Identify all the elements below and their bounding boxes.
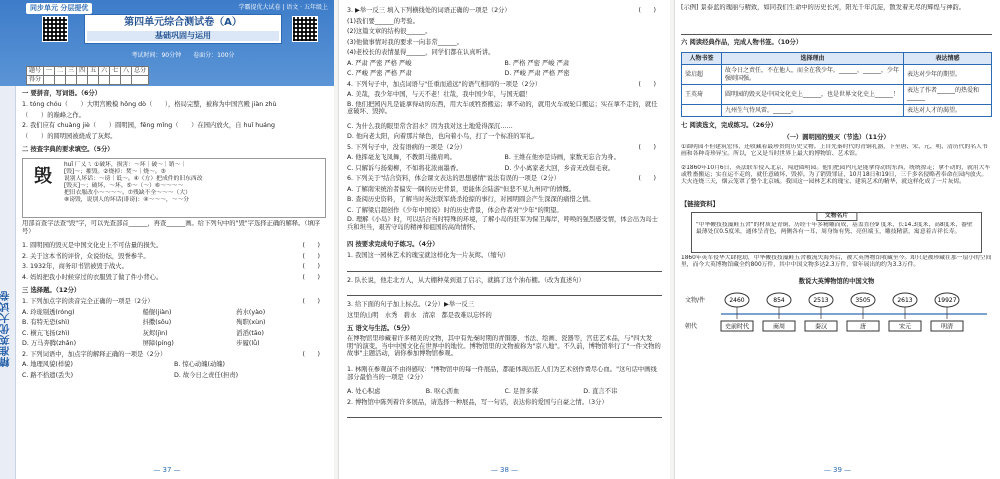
dictionary-entry: [64, 162, 322, 214]
question-line: [22, 350, 326, 361]
header-band: [0, 0, 334, 86]
item-text: 4. 妈妈把我小时候穿过的衣服毁了做了件小背心。: [22, 273, 163, 281]
table-row: [682, 65, 992, 85]
score-table: [26, 66, 149, 85]
option[interactable]: B. 有特无恐(shì): [22, 319, 70, 326]
score-cell: 总分: [132, 67, 149, 76]
option[interactable]: C. 为什么我的眼里常含泪水？因为我对这土地爱得深沉……: [347, 122, 513, 130]
page-37: [0, 0, 334, 479]
question-line: (1)我们要______的考验。: [347, 17, 419, 25]
chart-row-label: 朝代: [685, 322, 698, 330]
section-heading: [347, 323, 662, 335]
score-input[interactable]: [132, 76, 149, 85]
passage-text: 在博物馆里珍藏着许多精美的文物，其中有先秦时期的青铜器、书法、绘画、瓷器等，宫廷艺术品，与"四大发明"的演变。当中中国文化在世界中的地位。博物馆里的文物被称为"京八地"。不久前，博物馆举行了"一件文物的故事"主题活动，请你参加博物馆参观。: [347, 335, 661, 358]
chart-category-label: 宋元: [898, 323, 912, 331]
option[interactable]: A. 他挥毫龙飞凤舞，不教朗马搂肩鸣。: [347, 154, 456, 161]
option: 灰烬(jìn): [142, 329, 168, 337]
qr-code-icon: [42, 16, 68, 42]
artifact-chart: [681, 288, 993, 336]
section-title: 二 按查字典的要求填空。（5分）: [22, 146, 114, 154]
option[interactable]: B. 惊心动魄(动魄): [174, 361, 226, 368]
option: 屏障(píng): [142, 340, 174, 347]
section-heading: [22, 144, 326, 156]
section-title: 六 阅读经典作品，完成人物书签。（10分）: [681, 39, 803, 47]
option[interactable]: D. 直言不讳: [583, 388, 618, 395]
chart-value-label: 2460: [729, 296, 745, 304]
question-line: [22, 297, 326, 308]
option[interactable]: B. 王维在他亦是诗画，家数无忘合为身。: [504, 154, 620, 161]
chart-category-label: 唐: [859, 323, 867, 331]
table-row: [682, 84, 992, 104]
example-text: [示例] 景泰蓝的瑰丽与精致，如同我们生命中的历史长河，阳光千年沉淀，散发着无尽的辉煌与神韵。: [681, 4, 965, 11]
item-text: 2. 关于这本书的评价，众说纷纭，毁誉参半。: [22, 252, 150, 260]
role-name: 王英琦: [682, 84, 722, 104]
chart-category-label: 明清: [940, 323, 954, 331]
dict-line: 把旧衣服改小～～～～。⑦残缺不全～～～（大）: [64, 190, 191, 197]
section-heading: [347, 239, 662, 251]
item-text: 1. 圆明园的毁灭是中国文化史上不可估量的损失。: [22, 242, 163, 249]
answer-paren[interactable]: ( ): [638, 143, 656, 151]
question-line: [347, 174, 662, 185]
chart-category-label: 秦汉: [814, 323, 828, 331]
band-right-label: 学霸提优大试卷 | 语文 · 五年级上: [238, 4, 328, 11]
chart-value-label: 2513: [813, 296, 829, 304]
dictionary-box: [22, 158, 326, 218]
question-line: 2. 博物馆中陈列着许多展品，请选择一种展品，写一句话，表达你的爱国与自豪之情。（3分）: [347, 398, 608, 406]
section-heading: [681, 120, 992, 132]
dictionary-character: 毁: [34, 166, 52, 187]
role-emotion: 表达对人才的渴望。: [904, 104, 992, 116]
option: 船舰(jiàn): [142, 308, 172, 316]
score-input[interactable]: [110, 76, 121, 85]
option[interactable]: D. 理解《小岛》时，可以结合当时特殊的环境，了解小岛的驻军为保卫海岸，呼唤的强烈感受情，体会出为岛士兵和坦当，艰苦守岛的精神和祖国的高尚情怀。: [347, 216, 659, 231]
page-number: — 37 —: [153, 466, 181, 475]
score-input[interactable]: [88, 76, 99, 85]
page-38: [338, 0, 670, 479]
options-grid: [347, 387, 662, 398]
question-text: 3. ▶举一反三 填入下列横线处的词语正确的一项是（2分）: [347, 7, 511, 14]
option[interactable]: A. 处心积虑: [347, 388, 381, 395]
reading-paragraph: ①圆明园不但建筑宏伟，还收藏着最珍贵的历史文物。上自先秦时代的青铜礼器，下至唐、宋、元、明、清历代的名人书画和各种奇珍异宝。所以，它又是当时世界上最大的博物馆、艺术馆。: [681, 143, 988, 157]
option: 药水(yào): [236, 308, 266, 316]
score-cell: 六: [99, 67, 110, 76]
page-number: — 38 —: [490, 466, 519, 475]
answer-paren[interactable]: ( ): [638, 7, 656, 14]
options-grid: [22, 308, 326, 350]
answer-paren[interactable]: ( ): [638, 80, 656, 88]
question-line: (2)这篇文章的结构很______。: [347, 28, 432, 35]
question-text: 6. 下列关于"结合资料，体会课文表达的思想感情"说法有误的一项是（2分）: [347, 175, 561, 182]
section-heading: [22, 285, 326, 297]
question-line: 3. 给下面的句子加上标点。（2分）▶举一反三: [347, 301, 475, 308]
section-heading: [681, 37, 992, 49]
answer-paren[interactable]: ( ): [302, 298, 320, 305]
score-input[interactable]: [99, 76, 110, 85]
option[interactable]: C. 路不拾遗(丢失): [22, 371, 74, 379]
chart-value-label: 854: [773, 296, 785, 304]
score-cell: 题号: [27, 67, 44, 76]
score-input[interactable]: [44, 76, 55, 85]
question-line: (4)老校长的表情显得______，同学们都在认真听讲。: [347, 49, 495, 56]
section-title: 一 要拼音，写词语。（6分）: [22, 90, 101, 98]
score-input[interactable]: [66, 76, 77, 85]
page-number: — 39 —: [823, 466, 852, 475]
dict-line: 说别人坏话：～谤｜诋～。④（方）把成件的旧东西改: [64, 176, 203, 183]
chart-value-label: 19927: [937, 296, 957, 304]
reading-paragraph: 1860年英军侵华大肆抢劫，中华鞭技技藻鲑五舍被流失海外后，被大英博物馆收藏至今。却只是被珍藏在那一扇小的空间里，而今大英博物馆藏全约800万件，其中中国文物多达2.3万件，常年展出的约为3.3万件。: [681, 255, 992, 269]
dict-line: [毁]～；摧毁。②烧掉：焚～｜烧～。③: [64, 169, 166, 176]
bookmark-table: [681, 52, 992, 117]
table-header: 选择理由: [722, 53, 904, 65]
option[interactable]: A. 地理风貌(样貌): [22, 361, 73, 368]
option[interactable]: C. 横亢飞扬(zhì): [22, 329, 70, 337]
list-item: [22, 252, 326, 263]
spine-text: 精准英优大试卷: [1, 290, 12, 367]
dict-line: huǐ 厂乂ㄟ ①破坏，损害：～坏｜破～｜销～｜: [64, 162, 187, 168]
chart-category-label: 史前时代: [724, 323, 750, 331]
answer-paren[interactable]: ( ): [638, 175, 656, 182]
score-cell: 一: [44, 67, 55, 76]
role-name[interactable]: [682, 104, 722, 116]
question-line: (3)他做事情对我的要求一向非常______。: [347, 38, 463, 46]
exam-meta: 考试时间：90分钟 卷面分：100分: [131, 52, 235, 59]
question-line: 2. 我们应有 chuàng jiè（ ）圆明园，fēng mǐng（ ）在园内放火，自 huǐ huáng: [22, 122, 276, 129]
score-input[interactable]: [121, 76, 132, 85]
question-line: 1. tóng chóu（ ）大明宫殿模 hōng dò（ ），格局完整，被称为中国宫殿 jiàn zhù: [22, 101, 277, 108]
role-emotion[interactable]: 表达了作者______的热爱和______: [904, 84, 992, 104]
option[interactable]: B. 他们把园内凡是能拿得动的东西，用大车或牲畜搬运；拿不动的，就用火车或轮口搬运；实在拿不走的，就任意破坏、毁掉。: [347, 100, 658, 116]
reading-paragraph: ②1860年10月6日，英法联军侵入北京，闯进圆明园。他们把园内凡是能拿得动的东西，统统掠走；拿不动的，就用大车或牲畜搬运；实在运不走的，就任意破坏、毁掉。为了销毁罪证，10月18日和19日，三千多名侵略者奉命在园内放火。大火连烧三天，烟云笼罩了整个北京城。我国这一园林艺术的瑰宝、建筑艺术的精华，就这样化成了一片灰烬。: [681, 164, 991, 185]
option[interactable]: C. 了解梁启超创作《少年中国说》时的历史背景，体会作者对"少年"的期望。: [347, 206, 563, 214]
test-title-box: [84, 14, 282, 44]
section-title: 四 按要求完成句子练习。（4分）: [347, 241, 439, 249]
question-line: （ ）的圆明园被烧成了灰烬。: [22, 132, 117, 140]
score-cell: 二: [55, 67, 66, 76]
role-name: 梁启超: [682, 65, 722, 85]
question-text: 2. 下列词语中，加点字的解释正确的一项是（2分）: [22, 350, 167, 358]
chart-row-label: 文物/件: [685, 296, 706, 304]
band-left-label: 同步单元 分层提优: [26, 3, 92, 14]
link-label: 【链接资料】: [681, 200, 719, 208]
question-text: 4. 下列句子中，加点词语与"任重而道远"的语气相同的一项是（2分）: [347, 80, 542, 88]
answer-paren[interactable]: ( ): [302, 273, 320, 281]
page-title: 第四单元综合测试卷（A）: [124, 17, 242, 28]
option[interactable]: D. 他向老太阳，向着那片绿色，也向着小鸟，打了一个标准的军礼。: [347, 133, 539, 140]
item-text: 3. 1932年，商务印书馆被毁于战火。: [22, 263, 128, 270]
question-line: （ ）的巅峰之作。: [22, 111, 85, 119]
answer-line[interactable]: [347, 287, 662, 296]
score-input[interactable]: [55, 76, 66, 85]
section-title: 七 阅读选文，完成练习。（26分）: [681, 122, 777, 130]
list-item: [22, 262, 326, 273]
answer-paren[interactable]: ( ): [302, 263, 320, 270]
section-title: 三 选择题。（12分）: [22, 287, 81, 295]
option[interactable]: D. 严峻 严肃 严格 严密: [504, 70, 570, 77]
reading-title: （一）圆明园的毁灭（节选）（11分）: [783, 133, 890, 141]
role-reason[interactable]: 故今日之责任，不在他人，而全在我少年。______，______，少年强则国强。: [722, 65, 904, 85]
question-line: [347, 6, 662, 17]
option[interactable]: A. 美哉，我少年中国，与天不老！壮哉，我中国少年，与国无疆！: [347, 91, 532, 98]
options-grid: [347, 59, 662, 80]
question-text: 1. 下列加点字的读音完全正确的一项是（2分）: [22, 298, 154, 305]
option[interactable]: A. 严肃 严密 严格 严峻: [347, 59, 412, 67]
role-reason[interactable]: 九州生气恃风雷，______。: [722, 104, 904, 116]
dict-line: ⑧谤毁，说别人的坏话(诽谤)：④～～～，～～分: [64, 197, 190, 204]
artifact-card: [691, 212, 982, 253]
list-item: [22, 241, 326, 252]
options-grid: [347, 153, 662, 174]
score-cell: 四: [77, 67, 88, 76]
option: 抖擞(sǒu): [142, 319, 172, 326]
answer-paren[interactable]: ( ): [302, 252, 320, 260]
option[interactable]: B. 查阅历史资料，了解当时英法联军烧杀抢掠的事行，对园明圆会产生深深的痛惜之情。: [347, 196, 595, 203]
artifact-card-title: 文物名片: [816, 212, 857, 221]
page-subtitle: 基础巩固与运用: [87, 31, 279, 41]
answer-line[interactable]: [347, 263, 662, 272]
option[interactable]: D. 少小离家老大回，乡音无改鬓毛衰。: [504, 164, 615, 172]
chart-value-label: 3505: [855, 296, 871, 304]
option[interactable]: B. 严格 严密 严峻 严肃: [504, 59, 570, 67]
score-cell: 三: [66, 67, 77, 76]
qr-code-icon: [292, 16, 318, 42]
chart-title: 数说大英博物馆的中国文物: [798, 278, 875, 286]
answer-line[interactable]: [681, 26, 992, 35]
question-line: [347, 143, 662, 154]
option: 步履(lǚ): [236, 340, 260, 347]
answer-paren[interactable]: ( ): [302, 350, 320, 358]
score-input[interactable]: [77, 76, 88, 85]
option[interactable]: B. 呕心沥血: [425, 388, 460, 395]
page-39: [674, 0, 1000, 479]
dict-line: [毁灭]～；破坏、～坏。⑤～（～）⑥～～～～: [64, 183, 184, 190]
section-heading: [22, 88, 326, 100]
question-line: 这里的山明 水秀 碧水 清凉 都是我难以忘怀的: [347, 311, 492, 319]
table-header: 表达情感: [904, 53, 992, 65]
role-reason[interactable]: 圆明园的毁灭是中国文化史上______，也是世界文化史上______！: [722, 84, 904, 104]
question-text: 用部首查字法查"毁"字，可以先查部首______，再查______画。给下列句中的"毁"字选择正确的解释。（填序号）: [22, 220, 321, 235]
table-row: [682, 104, 992, 116]
option[interactable]: A. 玲珑剔透(róng): [22, 308, 75, 316]
role-emotion: 表达对少年的期望。: [904, 65, 992, 85]
answer-line[interactable]: [347, 409, 662, 418]
chart-value-label: 2613: [897, 296, 913, 304]
option[interactable]: C. 只解诉与扬菊柳，不如将花浓雨墨香。: [347, 164, 463, 172]
option: 殉职(xùn): [236, 319, 266, 326]
table-header: 人物书签: [682, 53, 722, 65]
option[interactable]: D. 故今日之责任(担责): [174, 371, 239, 379]
score-cell: 七: [110, 67, 121, 76]
question-text: 5. 下列句子中，没有语病的一项是（2分）: [347, 143, 467, 151]
option[interactable]: C. 足智多谋: [504, 388, 539, 395]
score-cell: 五: [88, 67, 99, 76]
question-line: 1. 我国这一园林艺术的瑰宝就这样化为一片灰烬。（缩句）: [347, 252, 510, 259]
option[interactable]: C. 严峻 严密 严格 严肃: [347, 70, 412, 77]
list-item: [22, 273, 326, 284]
artifact-card-body: "中华鞭技技藻鲑五舍"的材质是青铜，历经千年多精雕而成，基盖直径9 度米，长14.3度米，高8度米，器壁最薄处仅0.5度米，通体呈青色，两侧各有一耳，周身饰有隽、亮但端玉，雕技精湛，寓意着吉祥长寿。: [696, 222, 973, 236]
question-line: [347, 80, 662, 91]
question-text: 1. 林刚在参观前不由得感叹："博物馆中的每一件展品，都能体现出匠人们为艺术创作费尽心血。"这句话中画线部分最恰当的一项是（2分）: [347, 366, 657, 381]
options-grid: [22, 360, 326, 381]
option[interactable]: A. 了解南宋统治者偏安一隅的历史背景，更能体会陆游"但悲不见九州同"的愤慨。: [347, 185, 576, 193]
score-cell: 得分: [27, 76, 44, 85]
option[interactable]: D. 万马奔腾(zhǎn): [22, 340, 77, 347]
section-title: 五 语文与生活。（5分）: [347, 325, 414, 333]
option: 滔滔(tāo): [236, 329, 264, 337]
answer-paren[interactable]: ( ): [302, 242, 320, 249]
question-line: 2. 队长说，他走北方人，从大棚种菜到退了启示，就搞了这个油布棚。（改为直述句）: [347, 276, 585, 284]
chart-category-label: 商周: [772, 323, 786, 331]
score-cell: 八: [121, 67, 132, 76]
